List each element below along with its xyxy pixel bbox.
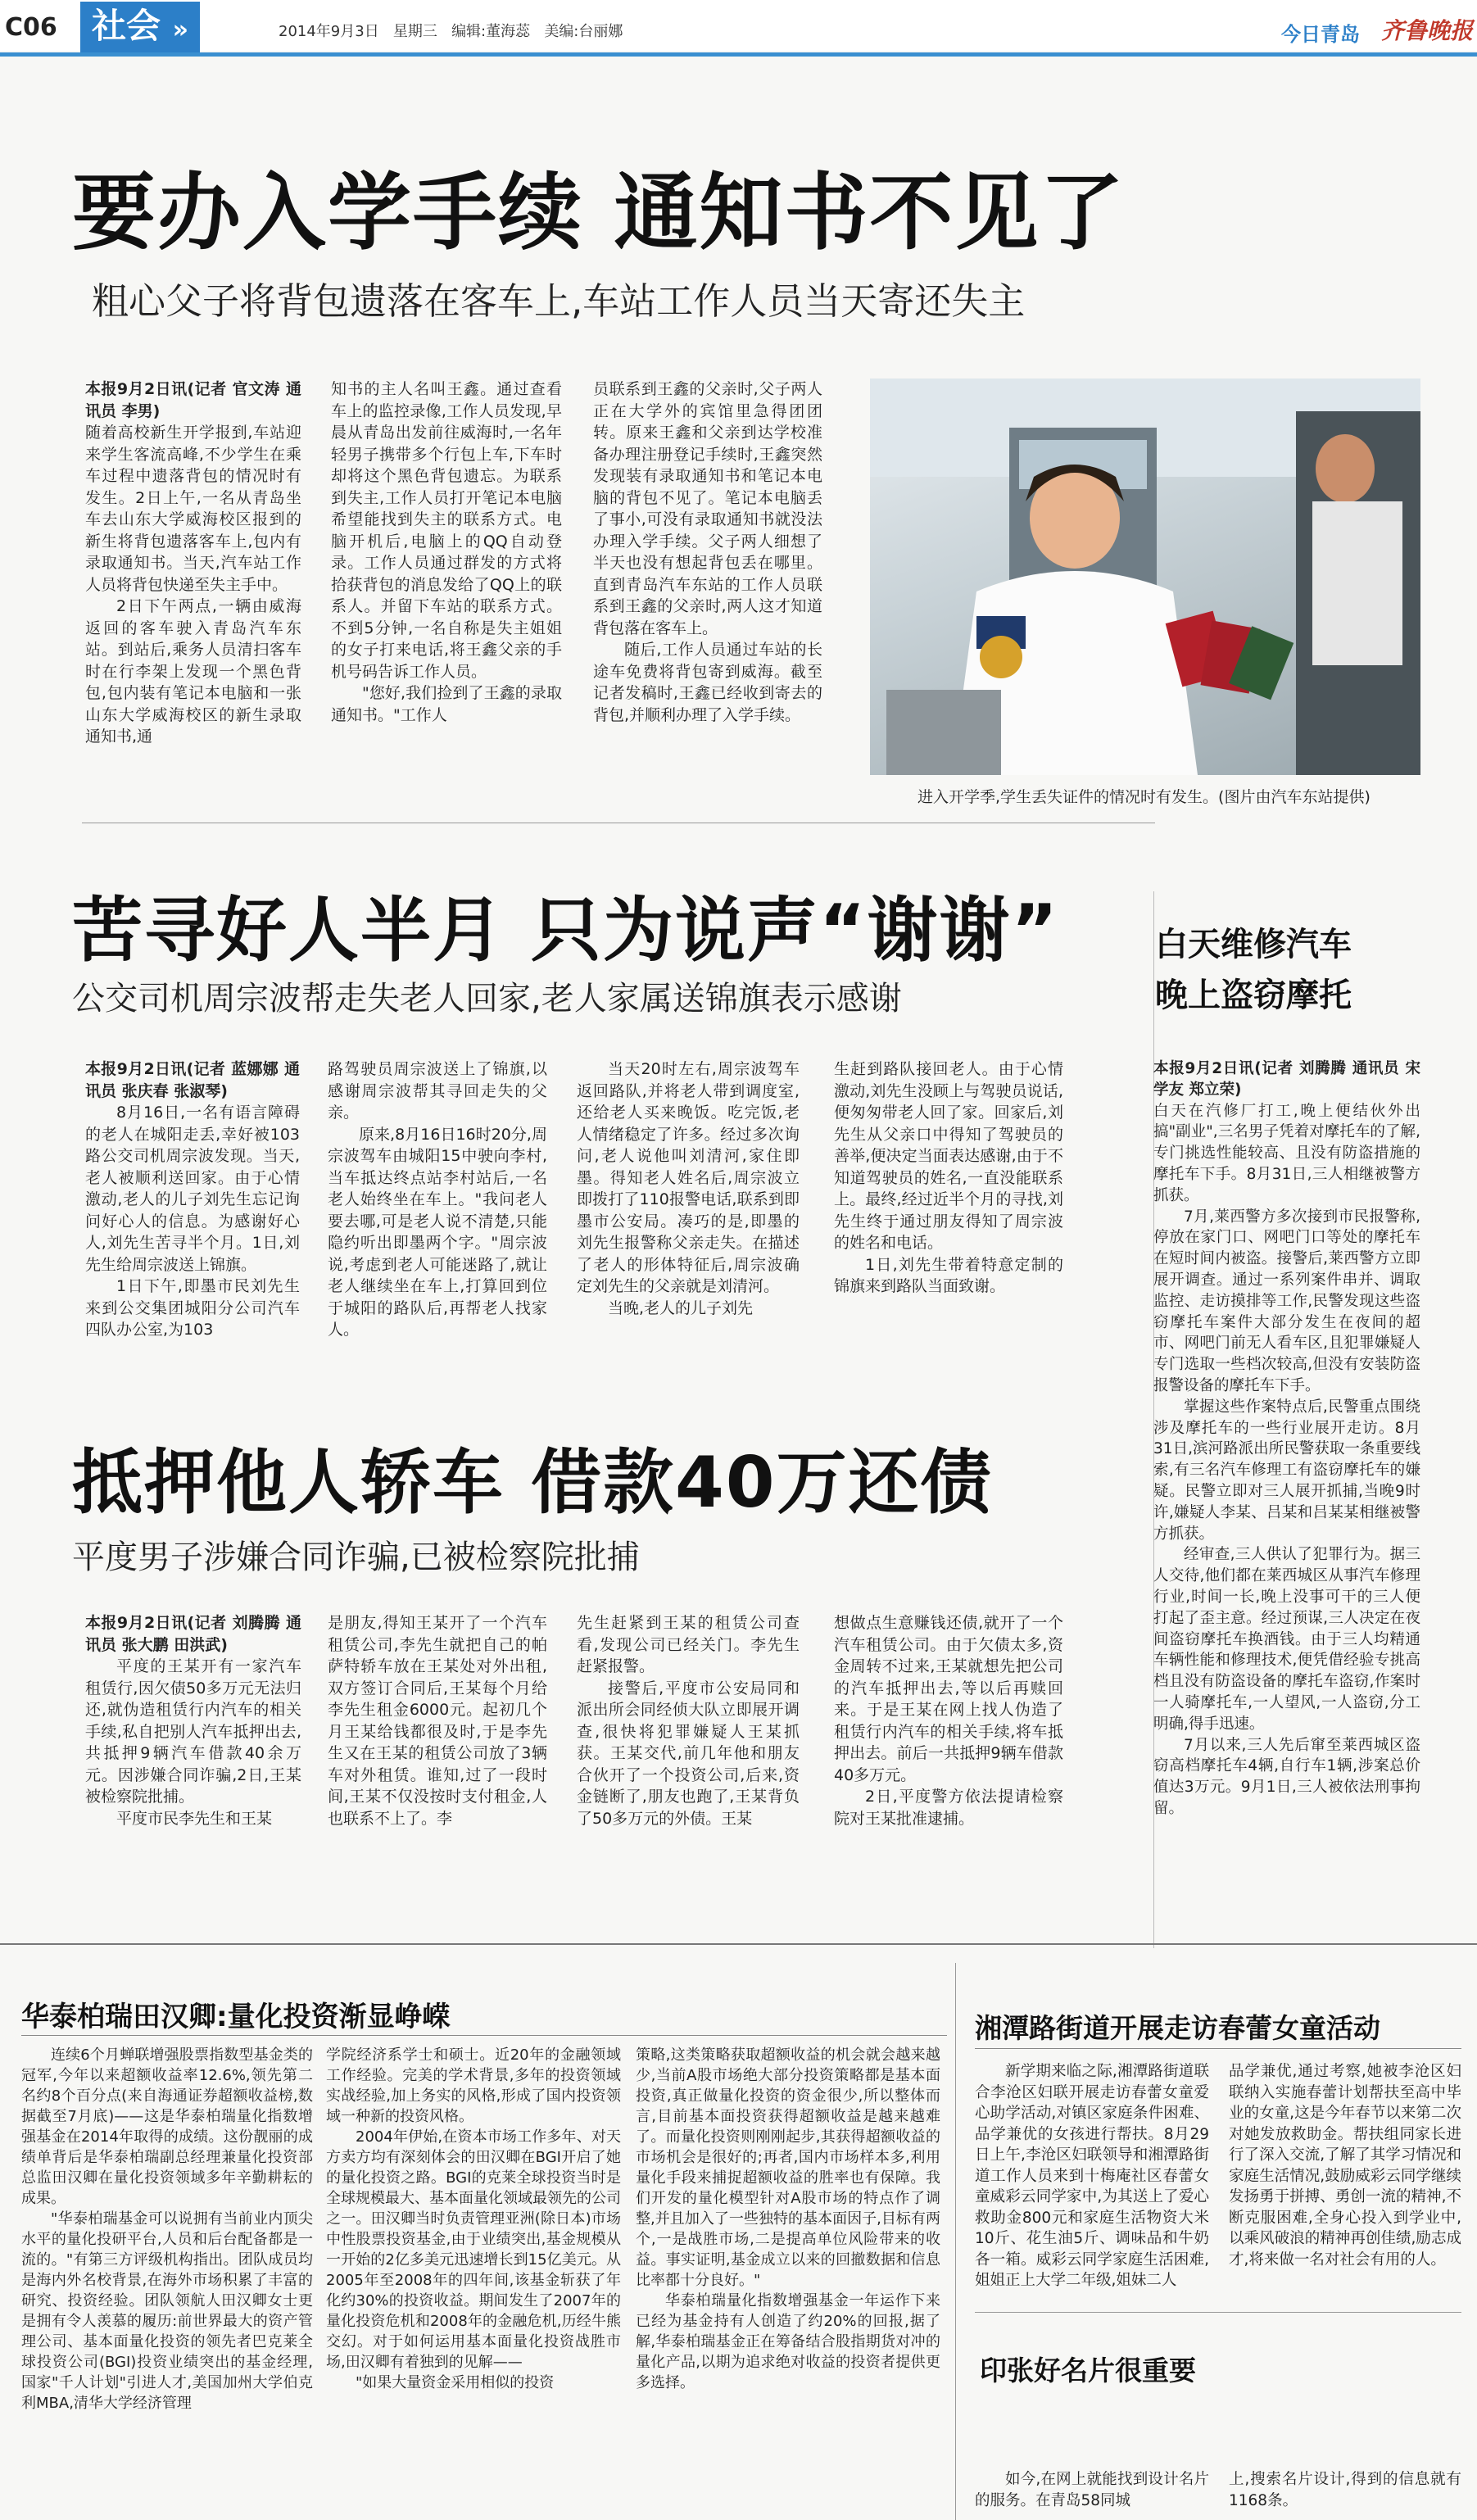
sidebar-byline: 本报9月2日讯(记者 刘腾腾 通讯员 宋学友 郑立荣)	[1153, 1060, 1420, 1099]
sidebar-body	[1153, 1058, 1420, 1935]
story2-paragraph: 路驾驶员周宗波送上了锦旗,以感谢周宗波帮其寻回走失的父亲。	[328, 1060, 547, 1122]
story3-paragraph: 想做点生意赚钱还债,就开了一个汽车租赁公司。由于欠债太多,资金周转不过来,王某就想先把公司的汽车抵押出去,等以后再赎回来。于是王某在网上找人伪造了租赁行内汽车的相关手续,将车抵押出去。前后一共抵押9辆车借款40多万元。	[834, 1614, 1063, 1784]
feature-paragraph: 2004年伊始,在资本市场工作多年、对天方卖方均有深刻体会的田汉卿在BGI开启了她的量化投资之路。BGI的克莱全球投资当时是全球规模最大、基本面量化领域最领先的公司之一。田汉卿当时负责管理亚洲(除日本)市场中性股票投资基金,由于业绩突出,基金规模从一开始的2亿多美元迅速增长到15亿美元。从2005年至2008年的四年间,该基金斩获了年化约30%的投资收益。期间发生了2007年的量化投资危机和2008年的金融危机,历经牛熊交幻。对于如何运用基本面量化投资战胜市场,田汉卿有着独到的见解——	[326, 2128, 621, 2371]
sidebar-paragraph: 白天在汽修厂打工,晚上便结伙外出搞"副业",三名男子凭着对摩托车的了解,专门挑选性能较高、且没有防盗措施的摩托车下手。8月31日,三人相继被警方抓获。	[1153, 1102, 1420, 1204]
story2-col1	[85, 1058, 300, 1352]
sidebar-paragraph: 经审查,三人供认了犯罪行为。据三人交待,他们都在莱西城区从事汽车修理行业,时间一长,晚上没事可干的三人便打起了歪主意。经过预谋,三人决定在夜间盗窃摩托车换酒钱。由于三人均精通车辆性能和修理技术,便凭借经验专挑高档且没有防盗设备的摩托车盗窃,作案时一人骑摩托车,一人望风,一人盗窃,分工明确,得手迅速。	[1153, 1546, 1420, 1733]
masthead	[0, 0, 1477, 51]
sidebar-paragraph: 7月以来,三人先后窜至莱西城区盗窃高档摩托车4辆,自行车1辆,涉案总价值达3万元。9月1日,三人被依法刑事拘留。	[1153, 1736, 1420, 1817]
story1-paragraph: 随着高校新生开学报到,车站迎来学生客流高峰,不少学生在乘车过程中遗落背包的情况时有发生。2日上午,一名从青岛坐车去山东大学威海校区报到的新生将背包遗落客车上,包内有录取通知书。当天,汽车站工作人员将背包快递至失主手中。	[85, 424, 301, 594]
news4-paragraph: 品学兼优,通过考察,她被李沧区妇联纳入实施春蕾计划帮扶至高中毕业的女童,这是今年春节以来第二次对她发放救助金。帮扶组同家长进行了深入交流,了解了其学习情况和家庭生活情况,鼓励威彩云同学继续发扬勇于拼搏、勇创一流的精神,不断克服困难,全身心投入到学业中,以乘风破浪的精神再创佳绩,励志成才,将来做一名对社会有用的人。	[1229, 2063, 1461, 2268]
story3-paragraph: 2日,平度警方依法提请检察院对王某批准逮捕。	[834, 1788, 1063, 1828]
editor: 编辑:董海蕊	[451, 23, 531, 40]
divider	[975, 2312, 1461, 2313]
brand-left: 今日青岛	[1281, 23, 1360, 46]
story1-byline: 本报9月2日讯(记者 官文涛 通讯员 李男)	[85, 380, 301, 420]
weekday: 星期三	[392, 23, 437, 40]
newspaper-logo: 齐鲁晚报	[1381, 17, 1474, 44]
photo-caption: 进入开学季,学生丢失证件的情况时有发生。(图片由汽车东站提供)	[917, 788, 1371, 806]
story1-paragraph: 随后,工作人员通过车站的长途车免费将背包寄到威海。截至记者发稿时,王鑫已经收到寄去的背包,并顺利办理了入学手续。	[593, 641, 822, 724]
chevron-right-icon: »	[172, 16, 189, 44]
page-number: C06	[5, 13, 57, 42]
story2-subheadline: 公交司机周宗波帮走失老人回家,老人家属送锦旗表示感谢	[72, 980, 902, 1018]
story3-subheadline: 平度男子涉嫌合同诈骗,已被检察院批捕	[72, 1539, 640, 1576]
story3-byline: 本报9月2日讯(记者 刘腾腾 通讯员 张大鹏 田洪武)	[85, 1614, 301, 1654]
story2-headline: 苦寻好人半月 只为说声“谢谢”	[72, 890, 1059, 972]
section-title: 社会	[92, 6, 161, 46]
issue-date: 2014年9月3日	[279, 23, 379, 40]
story2-col3	[577, 1058, 800, 1352]
story1-headline: 要办入学手续 通知书不见了	[72, 165, 1126, 262]
news-photo	[870, 378, 1420, 775]
feature-col1	[21, 2045, 313, 2517]
story2-byline: 本报9月2日讯(记者 蓝娜娜 通讯员 张庆春 张淑琴)	[85, 1060, 300, 1100]
story1-paragraph: 员联系到王鑫的父亲时,父子两人正在大学外的宾馆里急得团团转。原来王鑫和父亲到达学校准备办理注册登记手续时,王鑫突然发现装有录取通知书和笔记本电脑的背包不见了。笔记本电脑丢了事小,可没有录取通知书就没法办理入学手续。父子两人细想了半天也没有想起背包丢在哪里。直到青岛汽车东站的工作人员联系到王鑫的父亲时,两人这才知道背包落在客车上。	[593, 380, 822, 637]
sidebar-paragraph: 7月,莱西警方多次接到市民报警称,停放在家门口、网吧门口等处的摩托车在短时间内被盗。接警后,莱西警方立即展开调查。通过一系列案件串并、调取监控、走访摸排等工作,民警发现这些盗窃摩托车案件大部分发生在夜间的超市、网吧门前无人看车区,且犯罪嫌疑人专门选取一些档次较高,但没有安装防盗报警设备的摩托车下手。	[1153, 1208, 1420, 1394]
feature-paragraph: 华泰柏瑞量化指数增强基金一年运作下来已经为基金持有人创造了约20%的回报,据了解,华泰柏瑞基金正在筹备结合股指期货对冲的量化产品,以期为追求绝对收益的投资者提供更多选择。	[636, 2292, 940, 2391]
story3-paragraph: 平度市民李先生和王某	[116, 1809, 273, 1828]
feature-paragraph: 连续6个月蝉联增强股票指数型基金类的冠军,今年以来超额收益率12.6%,领先第二名约8个百分点(来自海通证券超额收益榜,数据截至7月底)——这是华泰柏瑞量化指数增强基金在2014年取得的成绩。这份靓丽的成绩单背后是华泰柏瑞副总经理兼量化投资部总监田汉卿在量化投资领域多年辛勤耕耘的成果。	[21, 2046, 313, 2207]
story3-col3	[577, 1612, 800, 1917]
feature-headline: 华泰柏瑞田汉卿:量化投资渐显峥嵘	[21, 2001, 451, 2033]
story2-paragraph: 生赶到路队接回老人。由于心情激动,刘先生没顾上与驾驶员说话,便匆匆带老人回了家。回家后,刘先生从父亲口中得知了驾驶员的善举,便决定当面表达感谢,由于不知道驾驶员的姓名,一直没能联系上。最终,经过近半个月的寻找,刘先生终于通过朋友得知了周宗波的姓名和电话。	[834, 1060, 1063, 1252]
sidebar-headline-1: 白天维修汽车	[1155, 926, 1352, 963]
designer: 美编:台丽娜	[544, 23, 623, 40]
story2-paragraph: 1日下午,即墨市民刘先生来到公交集团城阳分公司汽车四队办公室,为103	[85, 1277, 300, 1339]
story2-paragraph: 1日,刘先生带着特意定制的锦旗来到路队当面致谢。	[834, 1255, 1063, 1295]
news4-col1	[975, 2061, 1209, 2287]
feature-paragraph: 学院经济系学士和硕士。近20年的金融领域工作经验。完美的学术背景,多年的投资领域实战经验,加上务实的风格,形成了国内投资领域一种新的投资风格。	[326, 2046, 621, 2125]
feature-rule	[21, 2035, 947, 2036]
feature-col3	[636, 2045, 940, 2517]
news5-headline: 印张好名片很重要	[980, 2355, 1196, 2386]
news4-col2	[1229, 2061, 1461, 2287]
story2-paragraph: 当天20时左右,周宗波驾车返回路队,并将老人带到调度室,还给老人买来晚饭。吃完饭,老人情绪稳定了许多。经过多次询问,老人说他叫刘清河,家住即墨。得知老人姓名后,周宗波立即拨打了110报警电话,联系到即墨市公安局。凑巧的是,即墨的刘先生报警称父亲走失。在描述了老人的形体特征后,周宗波确定刘先生的父亲就是刘清河。	[577, 1060, 800, 1295]
sidebar-paragraph: 掌握这些作案特点后,民警重点围绕涉及摩托车的一些行业展开走访。8月31日,滨河路派出所民警获取一条重要线索,有三名汽车修理工有盗窃摩托车的嫌疑。民警立即对三人展开抓捕,当晚9时许,嫌疑人李某、吕某和吕某某相继被警方抓获。	[1153, 1398, 1420, 1543]
story1-paragraph: 2日下午两点,一辆由威海返回的客车驶入青岛汽车东站。到站后,乘务人员清扫客车时在行李架上发现一个黑色背包,包内装有笔记本电脑和一张山东大学威海校区的新生录取通知书,通	[85, 597, 301, 746]
section-label	[80, 2, 200, 55]
story1-paragraph: "您好,我们捡到了王鑫的录取通知书。"工作人	[331, 684, 562, 724]
story2-paragraph: 原来,8月16日16时20分,周宗波驾车由城阳15中驶向李村,当车抵达终点站李村站后,一名老人始终坐在车上。"我问老人要去哪,可是老人说不清楚,只能隐约听出即墨两个字。"周宗波说,考虑到老人可能迷路了,就让老人继续坐在车上,打算回到位于城阳的路队后,再帮老人找家人。	[328, 1125, 547, 1339]
masthead-meta	[279, 20, 623, 41]
feature-paragraph: "如果大量资金采用相似的投资	[356, 2374, 555, 2391]
story2-col2	[328, 1058, 547, 1352]
news5-paragraph: 如今,在网上就能找到设计名片的服务。在青岛58同城	[975, 2471, 1209, 2509]
news4-rule	[975, 2048, 1461, 2049]
news4-paragraph: 新学期来临之际,湘潭路街道联合李沧区妇联开展走访春蕾女童爱心助学活动,对镇区家庭条件困难、品学兼优的女孩进行帮扶。8月29日上午,李沧区妇联领导和湘潭路街道工作人员来到十梅庵社区春蕾女童威彩云同学家中,为其送上了爱心救助金800元和家庭生活物资大米10斤、花生油5斤、调味品和牛奶各一箱。威彩云同学家庭生活困难,姐姐正上大学二年级,姐妹二人	[975, 2063, 1209, 2287]
story1-subheadline: 粗心父子将背包遗落在客车上,车站工作人员当天寄还失主	[92, 279, 1026, 323]
story3-col1	[85, 1612, 301, 1917]
column-rule	[955, 1963, 956, 2520]
feature-paragraph: 策略,这类策略获取超额收益的机会就会越来越少,当前A股市场绝大部分投资策略都是基本面投资,真正做量化投资的资金很少,所以整体而言,目前基本面投资获得超额收益是越来越难了。而量化投资则刚刚起步,其获得超额收益的市场机会是很好的;再者,国内市场样本多,利用量化手段来捕捉超额收益的胜率也有保障。我们开发的量化模型针对A股市场的特点作了调整,并且加入了一些独特的基本面因子,目标有两个,一是战胜市场,二是提高单位风险带来的收益。事实证明,基金成立以来的回撤数据和信息比率都十分良好。"	[636, 2046, 940, 2289]
story1-col1	[85, 378, 301, 796]
story3-headline: 抵押他人轿车 借款40万还债	[72, 1442, 993, 1524]
story3-col2	[328, 1612, 547, 1917]
news5-paragraph: 上,搜索名片设计,得到的信息就有1168条。	[1229, 2471, 1461, 2509]
story3-paragraph: 平度的王某开有一家汽车租赁行,因欠债50多万元无法归还,就伪造租赁行内汽车的相关手续,私自把别人汽车抵押出去,共抵押9辆汽车借款40余万元。因涉嫌合同诈骗,2日,王某被检察院批捕。	[85, 1657, 301, 1806]
story2-col4	[834, 1058, 1063, 1352]
masthead-rule	[0, 52, 1477, 57]
news5-col2	[1229, 2469, 1461, 2518]
photo-illustration	[870, 378, 1420, 775]
story1-col2	[331, 378, 562, 796]
story3-paragraph: 先生赶紧到王某的租赁公司查看,发现公司已经关门。李先生赶紧报警。	[577, 1614, 800, 1675]
story1-paragraph: 知书的主人名叫王鑫。通过查看车上的监控录像,工作人员发现,早晨从青岛出发前往威海时,一名年轻男子携带多个行包上车,下车时却将这个黑色背包遗忘。为联系到失主,工作人员打开笔记本电脑希望能找到失主的联系方式。电脑开机后,电脑上的QQ自动登录。工作人员通过群发的方式将拾获背包的消息发给了QQ上的联系人。并留下车站的联系方式。不到5分钟,一名自称是失主姐姐的女子打来电话,将王鑫父亲的手机号码告诉工作人员。	[331, 380, 562, 681]
story3-col4	[834, 1612, 1063, 1917]
news4-headline: 湘潭路街道开展走访春蕾女童活动	[975, 2012, 1380, 2044]
feature-col2	[326, 2045, 621, 2517]
news5-col1	[975, 2469, 1209, 2518]
story2-paragraph: 当晚,老人的儿子刘先	[608, 1299, 754, 1317]
feature-paragraph: "华泰柏瑞基金可以说拥有当前业内顶尖水平的量化投研平台,人员和后台配备都是一流的。"有第三方评级机构指出。团队成员均是海内外名校背景,在海外市场积累了丰富的研究、投资经验。团队领航人田汉卿女士更是拥有令人羡慕的履历:前世界最大的资产管理公司、基本面量化投资的领先者巴克莱全球投资公司(BGI)投资业绩突出的基金经理,国家"千人计划"引进人才,美国加州大学伯克利MBA,清华大学经济管理	[21, 2210, 313, 2412]
section-divider	[0, 1943, 1477, 1945]
story3-paragraph: 是朋友,得知王某开了一个汽车租赁公司,李先生就把自己的帕萨特轿车放在王某处对外出租,双方签订合同后,王某每个月给李先生租金6000元。起初几个月王某给钱都很及时,于是李先生又在王某的租赁公司放了3辆车对外租赁。谁知,过了一段时间,王某不仅没按时支付租金,人也联系不上了。李	[328, 1614, 547, 1828]
story1-col3	[593, 378, 822, 796]
story2-paragraph: 8月16日,一名有语言障碍的老人在城阳走丢,幸好被103路公交司机周宗波发现。当天,老人被顺利送回家。由于心情激动,老人的儿子刘先生忘记询问好心人的信息。为感谢好心人,刘先生苦寻半个月。1日,刘先生给周宗波送上锦旗。	[85, 1104, 300, 1274]
sidebar-headline-2: 晚上盗窃摩托	[1155, 977, 1352, 1014]
story3-paragraph: 接警后,平度市公安局同和派出所会同经侦大队立即展开调查,很快将犯罪嫌疑人王某抓获。王某交代,前几年他和朋友合伙开了一个投资公司,后来,资金链断了,朋友也跑了,王某背负了50多万元的外债。王某	[577, 1679, 800, 1828]
